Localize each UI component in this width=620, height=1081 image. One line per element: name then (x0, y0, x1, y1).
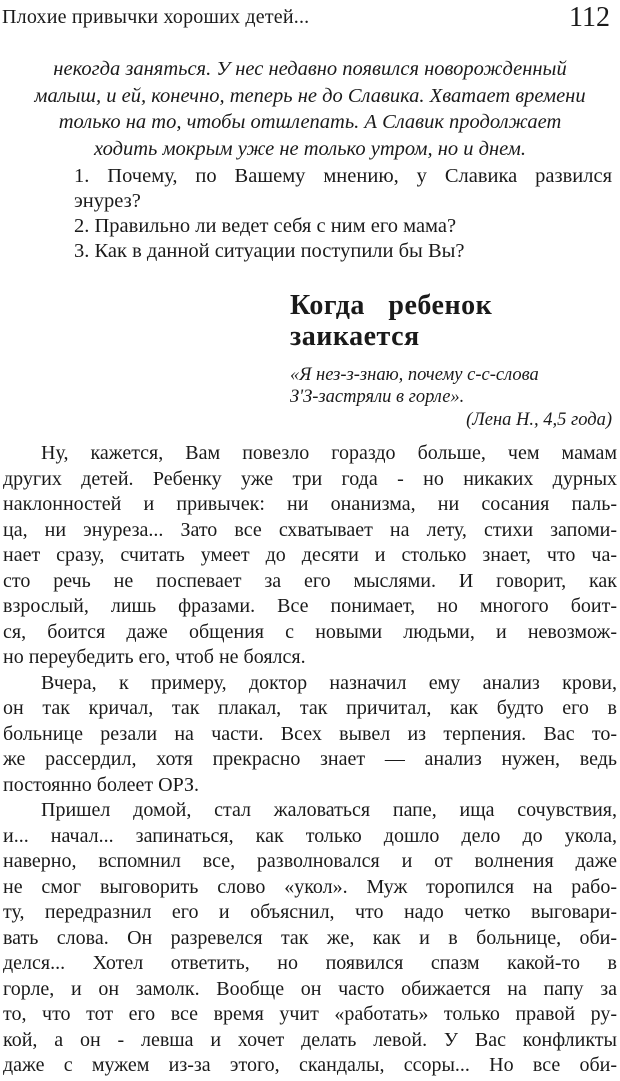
text-line: взрослый, лишь фразами. Все понимает, но многого боит- (3, 595, 617, 617)
question-item (74, 239, 612, 264)
text-line: малыш, и ей, конечно, теперь не до Славика. Хватает времени (34, 84, 586, 107)
page-header (0, 0, 620, 32)
text-line: наклонностей и привычек: ни онанизма, ни сосания паль- (3, 493, 617, 515)
text-line: 1. Почему, по Вашему мнению, у Славика развился (74, 165, 612, 187)
question-item (74, 164, 612, 214)
text-line: и... начал... запинаться, как только дошло дело до укола, (3, 824, 617, 847)
text-line: ся, боится даже общения с новыми людьми, и невозмож- (3, 620, 617, 643)
text-line: не смог выговорить слово «укол». Муж торопился на рабо- (3, 875, 617, 898)
paragraph (3, 798, 617, 1079)
text-line: Ну, кажется, Вам повезло гораздо больше, чем мамам (41, 442, 617, 464)
paragraph (3, 441, 617, 671)
text-line: только на то, чтобы отшлепать. А Славик продолжает (58, 111, 562, 133)
text-line: заикается (290, 321, 420, 352)
text-line: некогда заняться. У нес недавно появился новорожденный (53, 58, 567, 80)
text-line: но переубедить его, чтоб не боялся. (3, 646, 306, 668)
text-line: 2. Правильно ли ведет себя с ним его мама? (74, 215, 457, 237)
epigraph-attribution: (Лена Н., 4,5 года) (466, 410, 612, 430)
text-line: он так кричал, так плакал, так причитал, как будто его в (3, 697, 617, 719)
running-title: Плохие привычки хороших детей... (2, 6, 310, 28)
text-line: других детей. Ребенку уже три года - но никаких дурных (3, 467, 617, 490)
letter-quote (0, 56, 620, 162)
text-line: даже с мужем из-за этого, скандалы, ссоры... Но все оби- (3, 1054, 617, 1076)
text-line: делся... Хотел ответить, но появился спазм какой-то в (3, 952, 617, 974)
text-line: постоянно болеет ОРЗ. (3, 773, 199, 796)
text-line: ца, ни энуреза... Зато все схватывает на лету, стихи запоми- (3, 518, 617, 541)
text-line: сто речь не поспевает за его мыслями. И говорит, как (3, 569, 617, 592)
text-line: наверно, вспомнил все, разволновался и от волнения даже (3, 850, 617, 872)
question-list (74, 164, 612, 264)
section-title (290, 290, 612, 352)
text-line: 3. Как в данной ситуации поступили бы Вы? (74, 240, 465, 262)
text-line: кой, а он - левша и хочет делать левой. У Вас конфликты (3, 1028, 617, 1051)
text-line: энурез? (74, 190, 141, 212)
text-line: то, что тот его все время учит «работать» только правой ру- (3, 1003, 617, 1025)
question-item (74, 214, 612, 239)
text-line: Пришел домой, стал жаловаться папе, ища сочувствия, (41, 799, 617, 821)
text-line: нает сразу, считать умеет до десяти и столько знает, что ча- (3, 544, 617, 566)
epigraph-quote (290, 364, 612, 408)
paragraph (3, 671, 617, 799)
text-line: ту, передразнил его и объяснил, что надо четко выговари- (3, 901, 617, 923)
body-text (0, 441, 620, 1079)
text-line: горле, и он замолк. Вообще он часто обижается на папу за (3, 977, 617, 1000)
page-number: 112 (569, 2, 610, 33)
text-line: же рассердил, хотя прекрасно знает — анализ нужен, ведь (3, 748, 617, 770)
text-line: Вчера, к примеру, доктор назначил ему анализ крови, (41, 671, 617, 694)
text-line: «Я нез-з-знаю, почему с-с-слова (290, 365, 539, 385)
text-line: вать слова. Он разревелся так же, как и в больнице, оби- (3, 926, 617, 949)
epigraph (290, 364, 612, 431)
text-line: Когда ребенок (290, 290, 493, 321)
text-line: З'З-застряли в горле». (290, 387, 465, 407)
text-line: больнице резали на части. Всех вывел из терпения. Вас то- (3, 722, 617, 745)
section-header (290, 290, 612, 431)
text-line: ходить мокрым уже не только утром, но и днем. (94, 137, 526, 160)
